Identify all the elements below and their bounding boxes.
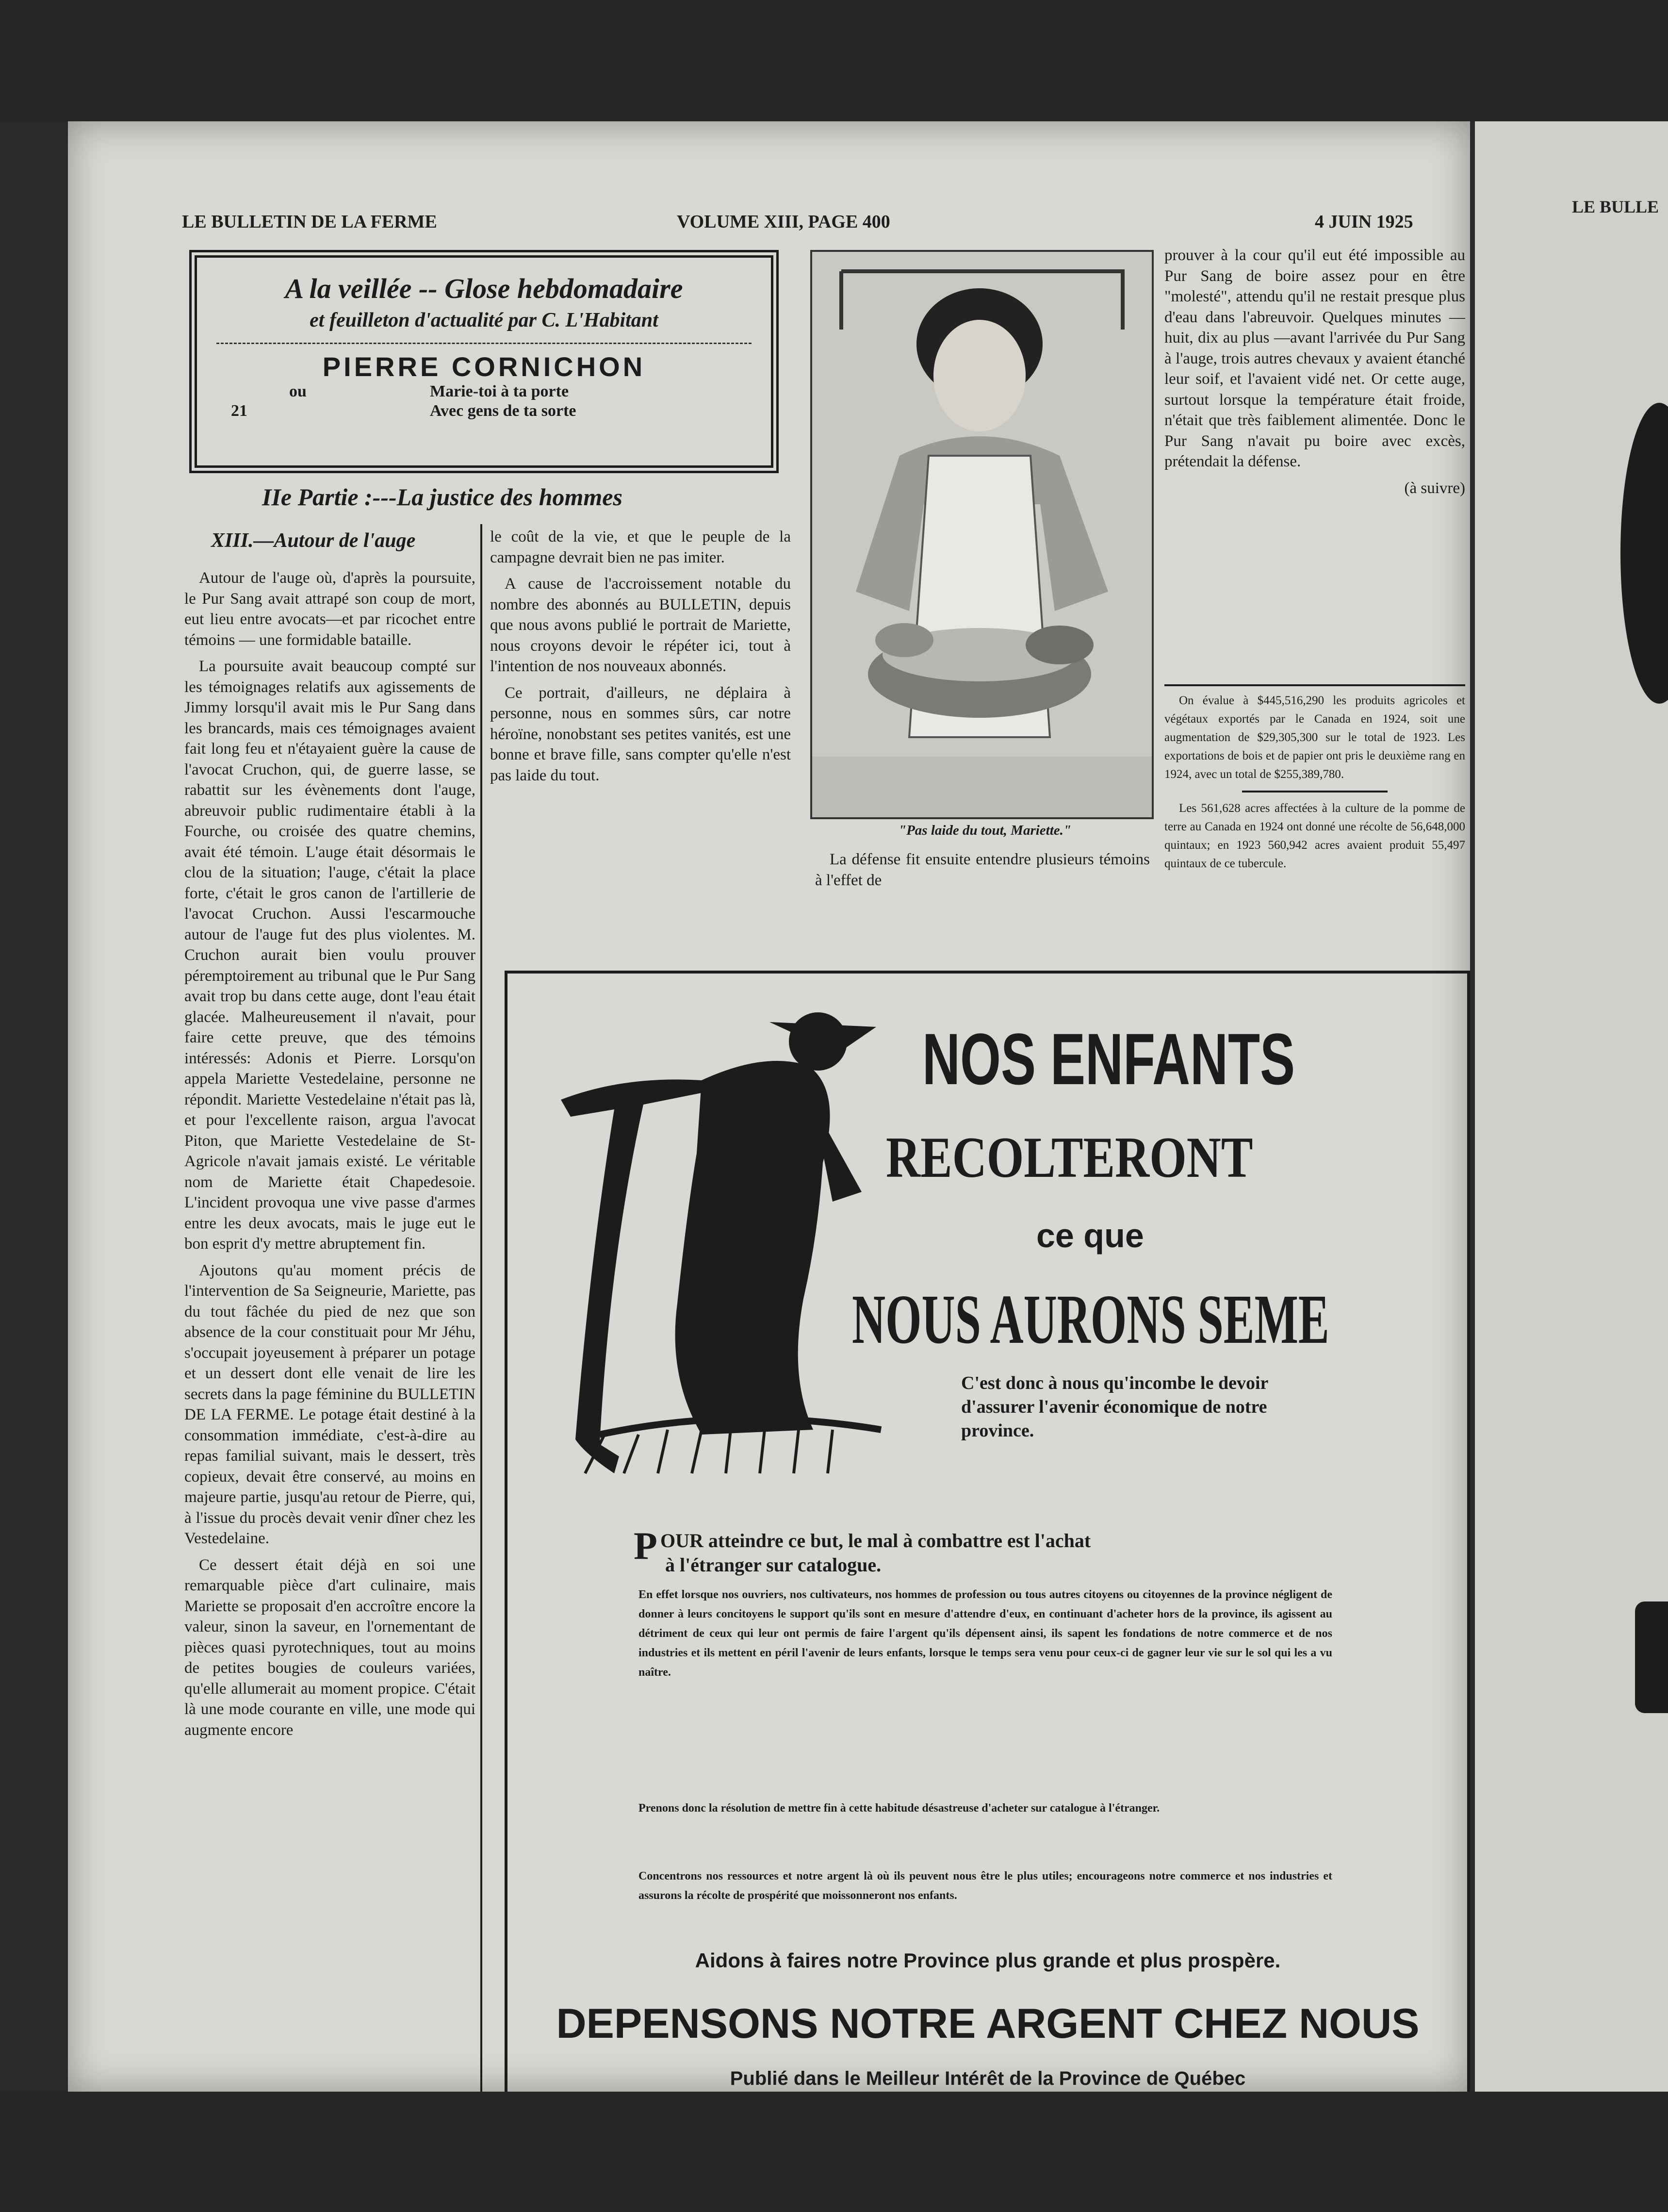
ad-slogan: Aidons à faires notre Province plus grande et plus prospère. xyxy=(695,1949,1281,1972)
story-paragraph: prouver à la cour qu'il eut été impossible au Pur Sang de boire assez pour en être "molesté", attendu qu'il ne restait presque plus d'eau dans l'abreuvoir. Quelques minutes — huit, dix au plus —avant l'arrivée du Pur Sang à l'auge, trois autres chevaux y avaient étanché leur soif, et l'avaient vidé net. Or cette auge, surtout lorsque la température était froide, n'était que très faiblement alimentée. Donc le Pur Sang n'avait pu boire avec excès, prétendait la défense. xyxy=(1164,247,1465,470)
story-column-2 xyxy=(490,527,791,963)
film-border-bottom xyxy=(0,2092,1668,2212)
story-paragraph: Ce portrait, d'ailleurs, ne déplaira à personne, nous en sommes sûrs, car notre héroïne, nonobstant ses petites vanités, est une bonne et brave fille, sans compter qu'elle n'est pas laide du tout. xyxy=(490,684,791,784)
story-paragraph: Ajoutons qu'au moment précis de l'intervention de Sa Seigneurie, Mariette, pas du tout fâchée du pied de nez que son absence de la cour constituait pour Mr Jéhu, s'occupait joyeusement à préparer un potage et un dessert dont elle venait de lire les secrets dans la page féminine du BULLETIN DE LA FERME. Le potage était destiné à la consommation immédiate, c'est-à-dire au repas familial suivant, mais le dessert, très copieux, devait être conservé, au moins en majeure partie, jusqu'au retour de Pierre, qui, à l'issue du procès devait venir dîner chez les Vestedelaine. xyxy=(184,1261,475,1547)
story-paragraph: A cause de l'accroissement notable du nombre des abonnés au BULLETIN, depuis que nous avons publié le portrait de Mariette, nous croyons devoir le répéter ici, tout à l'intention de nos nouveaux abonnés. xyxy=(490,575,791,675)
runner-center: VOLUME XIII, PAGE 400 xyxy=(677,212,890,232)
title-line-2: et feuilleton d'actualité par C. L'Habitant xyxy=(310,309,658,331)
story-paragraph: Ce dessert était déjà en soi une remarquable pièce d'art culinaire, mais Mariette se proposait d'en accroître encore la valeur, sinon la saveur, en l'ornementant de pièces quasi pyrotechniques, tout au moins de petites bougies de couleurs variées, qu'elle allumerait au moment propice. C'était là une mode courante en ville, une mode qui augmente encore xyxy=(184,1556,475,1739)
newspaper-page xyxy=(68,121,1470,2092)
story-column-3-bottom xyxy=(815,849,1150,961)
ad-footer: Publié dans le Meilleur Intérêt de la Province de Québec xyxy=(730,2068,1246,2089)
column-rule-1 xyxy=(480,524,482,1165)
ad-headline-2: RECOLTERONT xyxy=(886,1125,1253,1189)
column-rule-2 xyxy=(480,1165,482,2092)
adjacent-page-header: LE BULLE xyxy=(1572,197,1659,216)
ad-lead-line-2: à l'étranger sur catalogue. xyxy=(665,1554,882,1576)
title-ou: ou xyxy=(289,382,307,400)
chapter-heading: XIII.—Autour de l'auge xyxy=(211,529,416,552)
ad-headline-3: ce que xyxy=(1036,1217,1144,1255)
installment-number: 21 xyxy=(231,402,247,420)
story-paragraph: La défense fit ensuite entendre plusieurs témoins à l'effet de xyxy=(815,851,1150,889)
story-paragraph: Autour de l'auge où, d'après la poursuite, le Pur Sang avait attrapé son coup de mort, eut lieu entre avocats—et par ricochet entre témoins — une formidable bataille. xyxy=(184,569,475,649)
ad-headline-1: NOS ENFANTS xyxy=(922,1018,1295,1100)
portrait-photo xyxy=(810,250,1154,819)
adjacent-page-image xyxy=(1620,403,1668,704)
notes-divider xyxy=(1242,791,1388,792)
title-row-number xyxy=(216,402,752,421)
story-column-1 xyxy=(184,568,475,2092)
running-head xyxy=(68,211,1470,240)
motto-line-2: Avec gens de ta sorte xyxy=(430,402,576,420)
ad-paragraph-1: En effet lorsque nos ouvriers, nos cultivateurs, nos hommes de profession ou tous autres citoyens ou citoyennes de la province négligent de donner à leurs concitoyens le support qu'ils sont en mesure d'attendre d'eux, en continuant d'acheter hors de la province, ils agissent au détriment de ceux qui leur ont permis de faire l'argent qu'ils dépensent ainsi, ils sapent les fondations de notre commerce et de nos industries et ils mettent en péril l'avenir de leurs enfants, lorsque le temps sera venu pour ceux-ci de gagner leur vie sur le sol qui les a vu naître. xyxy=(638,1588,1332,1679)
ad-paragraph-3: Concentrons nos ressources et notre argent là où ils peuvent nous être le plus utiles; encourageons notre commerce et nos industries et assurons la récolte de prospérité que moissonneront nos enfants. xyxy=(638,1870,1332,1902)
adjacent-page-letter xyxy=(1635,1601,1668,1713)
motto-line-1: Marie-toi à ta porte xyxy=(430,382,569,400)
ad-drop-initial: P xyxy=(634,1525,657,1568)
title-divider xyxy=(216,343,752,344)
ad-paragraph-2: Prenons donc la résolution de mettre fin à cette habitude désastreuse d'acheter sur catalogue à l'étranger. xyxy=(638,1802,1160,1815)
ad-tagline: C'est donc à nous qu'incombe le devoir d'assurer l'avenir économique de notre province. xyxy=(961,1373,1268,1441)
story-column-4 xyxy=(1164,245,1465,682)
adjacent-page xyxy=(1475,121,1668,2092)
statistics-note: On évalue à $445,516,290 les produits agricoles et végétaux exportés par le Canada en 1924, soit une augmentation de $29,305,300 sur le total de 1923. Les exportations de bois et de papier ont pris le deuxième rang en 1924, avec un total de $255,389,780. xyxy=(1164,694,1465,781)
serial-name: PIERRE CORNICHON xyxy=(322,351,646,382)
photo-caption: "Pas laide du tout, Mariette." xyxy=(898,823,1072,838)
title-row-ou xyxy=(216,382,752,402)
farmer-scythe-silhouette xyxy=(541,1007,954,1517)
to-be-continued: (à suivre) xyxy=(1404,479,1465,497)
part-heading: IIe Partie :---La justice des hommes xyxy=(262,483,622,511)
notes-rule-top xyxy=(1164,684,1465,686)
ad-main-slogan: DEPENSONS NOTRE ARGENT CHEZ NOUS xyxy=(556,2000,1420,2047)
ad-headline-4: NOUS AURONS SEME xyxy=(852,1281,1329,1358)
story-paragraph: le coût de la vie, et que le peuple de la campagne devrait bien ne pas imiter. xyxy=(490,528,791,566)
portrait-illustration xyxy=(812,252,1152,817)
runner-right: 4 JUIN 1925 xyxy=(1315,212,1413,232)
statistics-note: Les 561,628 acres affectées à la culture de la pomme de terre au Canada en 1924 ont donné une récolte de 56,648,000 quintaux; en 1923 560,942 acres avaient produit 55,497 quintaux de ce tubercule. xyxy=(1164,802,1465,870)
title-line-1: A la veillée -- Glose hebdomadaire xyxy=(285,273,683,304)
ad-lead-line-1: OUR atteindre ce but, le mal à combattre est l'achat xyxy=(660,1530,1091,1552)
serial-title-box xyxy=(189,250,779,473)
runner-left: LE BULLETIN DE LA FERME xyxy=(182,212,437,232)
story-paragraph: La poursuite avait beaucoup compté sur les témoignages relatifs aux agissements de Jimmy lorsqu'il avait mis le Pur Sang dans les brancards, mais ces témoignages avaient fait long feu et n'étayaient guère la cause de l'avocat Cruchon, qui, de guerre lasse, se rabattit sur les évènements dont l'auge, abreuvoir public rudimentaire établi à la Fourche, ou croisée des quatre chemins, avait été témoin. L'auge était désormais le clou de la situation; l'auge, c'était la place forte, c'était le gros canon de l'artillerie de l'avocat Cruchon. Aussi l'escarmouche autour de l'auge fut des plus violentes. M. Cruchon aurait bien voulu prouver péremptoirement au tribunal que le Pur Sang avait trop bu dans cette auge, dont l'eau était glacée. Malheureusement il n'avait, pour faire cette preuve, que des témoins intéressés: Adonis et Pierre. Lorsqu'on appela Mariette Vestedelaine, personne ne répondit. Mariette Vestedelaine n'était pas là, et pour l'excellente raison, argua l'avocat Piton, que Mariette Vestedelaine de St-Agricole n'avait jamais existé. Le véritable nom de Mariette était Chapedesoie. L'incident provoqua une vive passe d'armes entre les deux avocats, mais le juge eut le bon esprit d'y mettre abruptement fin. xyxy=(184,658,475,1253)
advertisement xyxy=(505,971,1470,2092)
film-border-top xyxy=(0,0,1668,121)
statistics-notes xyxy=(1164,692,1465,963)
